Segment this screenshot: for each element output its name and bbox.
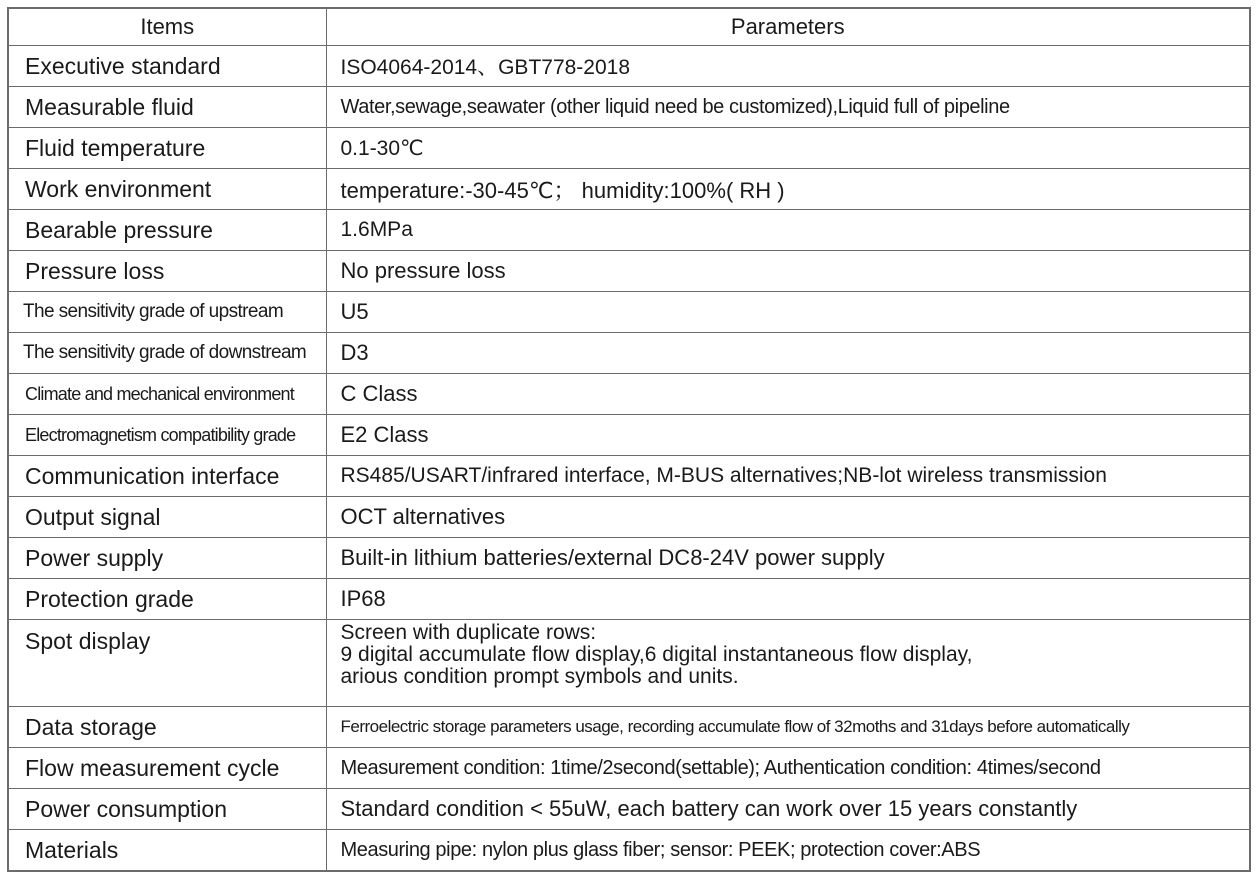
param-cell: U5 (326, 292, 1250, 333)
item-cell: The sensitivity grade of downstream (8, 333, 326, 374)
item-cell: Protection grade (8, 579, 326, 620)
table-row (8, 46, 1250, 87)
item-cell: Flow measurement cycle (8, 748, 326, 789)
param-cell: IP68 (326, 579, 1250, 620)
param-cell: 1.6MPa (326, 210, 1250, 251)
table-row (8, 210, 1250, 251)
table-row (8, 707, 1250, 748)
table-row (8, 456, 1250, 497)
table-row (8, 292, 1250, 333)
table-header-row (8, 8, 1250, 46)
table-row (8, 789, 1250, 830)
table-row (8, 497, 1250, 538)
item-cell: Output signal (8, 497, 326, 538)
param-cell: Built-in lithium batteries/external DC8-24V power supply (326, 538, 1250, 579)
param-cell: 0.1-30℃ (326, 128, 1250, 169)
item-cell: The sensitivity grade of upstream (8, 292, 326, 333)
table-row (8, 538, 1250, 579)
param-cell: Measuring pipe: nylon plus glass fiber; sensor: PEEK; protection cover:ABS (326, 830, 1250, 872)
param-cell: ISO4064-2014、GBT778-2018 (326, 46, 1250, 87)
item-cell: Pressure loss (8, 251, 326, 292)
param-cell: C Class (326, 374, 1250, 415)
table-row (8, 87, 1250, 128)
header-parameters: Parameters (326, 8, 1250, 46)
item-cell: Materials (8, 830, 326, 872)
param-line: Screen with duplicate rows: (340, 621, 597, 644)
item-cell: Measurable fluid (8, 87, 326, 128)
param-line: arious condition prompt symbols and units. (340, 665, 739, 688)
table-row (8, 415, 1250, 456)
item-cell: Spot display (8, 620, 326, 707)
item-cell: Executive standard (8, 46, 326, 87)
table-row (8, 251, 1250, 292)
item-cell: Bearable pressure (8, 210, 326, 251)
item-cell: Electromagnetism compatibility grade (8, 415, 326, 456)
param-cell: E2 Class (326, 415, 1250, 456)
table-row (8, 169, 1250, 210)
table-row (8, 333, 1250, 374)
param-cell-multiline (326, 620, 1250, 707)
table-row (8, 579, 1250, 620)
item-cell: Communication interface (8, 456, 326, 497)
table-row (8, 620, 1250, 707)
param-cell: Water,sewage,seawater (other liquid need be customized),Liquid full of pipeline (326, 87, 1250, 128)
param-cell: Ferroelectric storage parameters usage, recording accumulate flow of 32moths and 31days before automatically (326, 707, 1250, 748)
item-cell: Power supply (8, 538, 326, 579)
item-cell: Fluid temperature (8, 128, 326, 169)
param-line: 9 digital accumulate flow display,6 digital instantaneous flow display, (340, 643, 973, 666)
param-cell: No pressure loss (326, 251, 1250, 292)
item-cell: Work environment (8, 169, 326, 210)
param-cell: D3 (326, 333, 1250, 374)
table-row (8, 830, 1250, 872)
item-cell: Data storage (8, 707, 326, 748)
param-cell: Measurement condition: 1time/2second(settable); Authentication condition: 4times/second (326, 748, 1250, 789)
param-cell: Standard condition < 55uW, each battery can work over 15 years constantly (326, 789, 1250, 830)
param-cell: temperature:-30-45℃； humidity:100%( RH ) (326, 169, 1250, 210)
specification-table (7, 7, 1251, 872)
item-cell: Climate and mechanical environment (8, 374, 326, 415)
param-cell: RS485/USART/infrared interface, M-BUS alternatives;NB-lot wireless transmission (326, 456, 1250, 497)
table-row (8, 748, 1250, 789)
table-row (8, 374, 1250, 415)
item-cell: Power consumption (8, 789, 326, 830)
header-items: Items (8, 8, 326, 46)
table-row (8, 128, 1250, 169)
param-cell: OCT alternatives (326, 497, 1250, 538)
